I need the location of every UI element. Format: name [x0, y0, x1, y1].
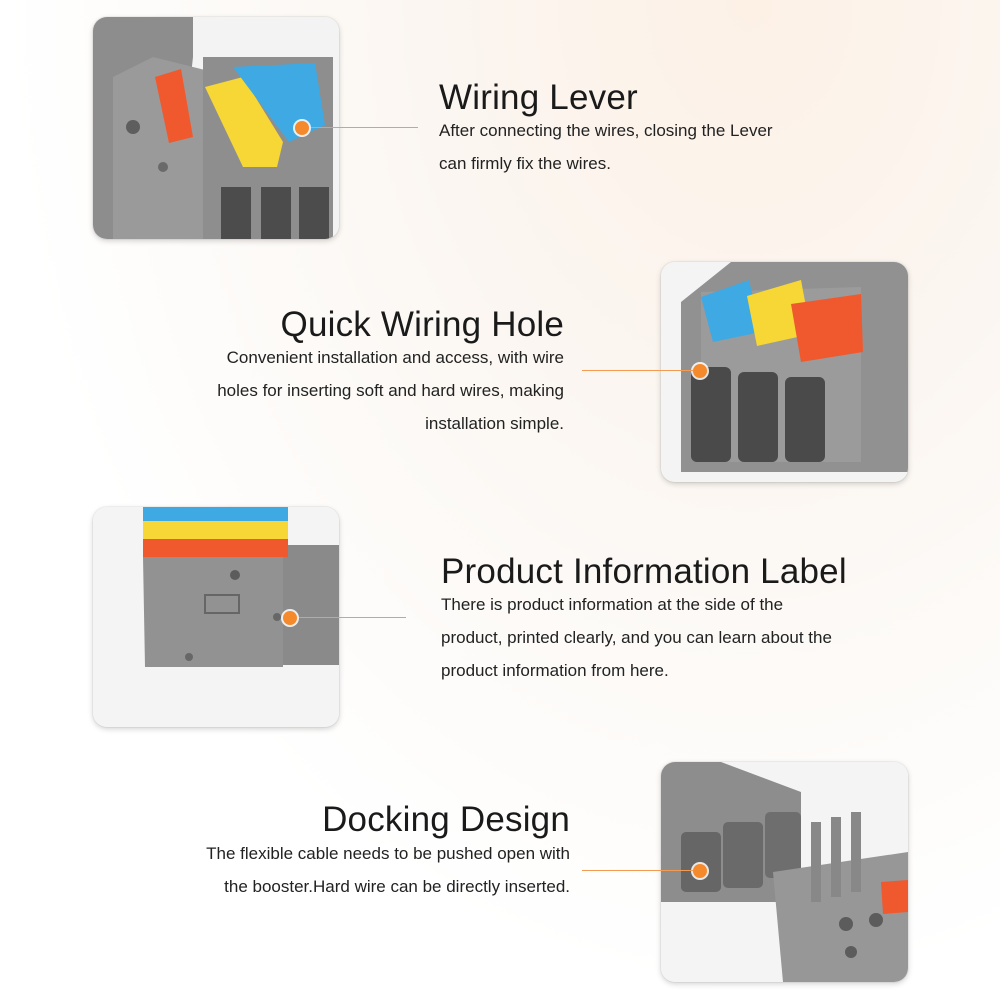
docking-design-connector-line — [582, 870, 693, 871]
quick-wiring-hole-description-line: Convenient installation and access, with wire — [226, 348, 564, 367]
wiring-lever-description — [439, 114, 773, 180]
wiring-lever-description-line: can firmly fix the wires. — [439, 154, 611, 173]
quick-wiring-hole-description — [217, 341, 564, 440]
product-information-label-title: Product Information Label — [441, 552, 847, 591]
wiring-lever-title: Wiring Lever — [439, 78, 638, 117]
wiring-lever-marker — [295, 121, 309, 135]
quick-wiring-hole-connector-line — [582, 370, 693, 371]
docking-design-description-line: The flexible cable needs to be pushed open with — [206, 844, 570, 863]
quick-wiring-hole-description-line: holes for inserting soft and hard wires, making — [217, 381, 564, 400]
product-information-label-description — [441, 588, 832, 687]
quick-wiring-hole-description-line: installation simple. — [425, 414, 564, 433]
wiring-lever-connector-line — [311, 127, 418, 128]
docking-design-description — [206, 837, 570, 903]
docking-design-title: Docking Design — [322, 800, 570, 839]
quick-wiring-hole-title: Quick Wiring Hole — [280, 305, 564, 344]
product-information-label-connector-line — [299, 617, 406, 618]
docking-design-marker — [693, 864, 707, 878]
product-information-label-description-line: product information from here. — [441, 661, 669, 680]
product-information-label-description-line: product, printed clearly, and you can learn about the — [441, 628, 832, 647]
product-information-label-description-line: There is product information at the side of the — [441, 595, 784, 614]
product-information-label-marker — [283, 611, 297, 625]
docking-design-description-line: the booster.Hard wire can be directly inserted. — [224, 877, 570, 896]
wiring-lever-description-line: After connecting the wires, closing the Lever — [439, 121, 773, 140]
quick-wiring-hole-marker — [693, 364, 707, 378]
